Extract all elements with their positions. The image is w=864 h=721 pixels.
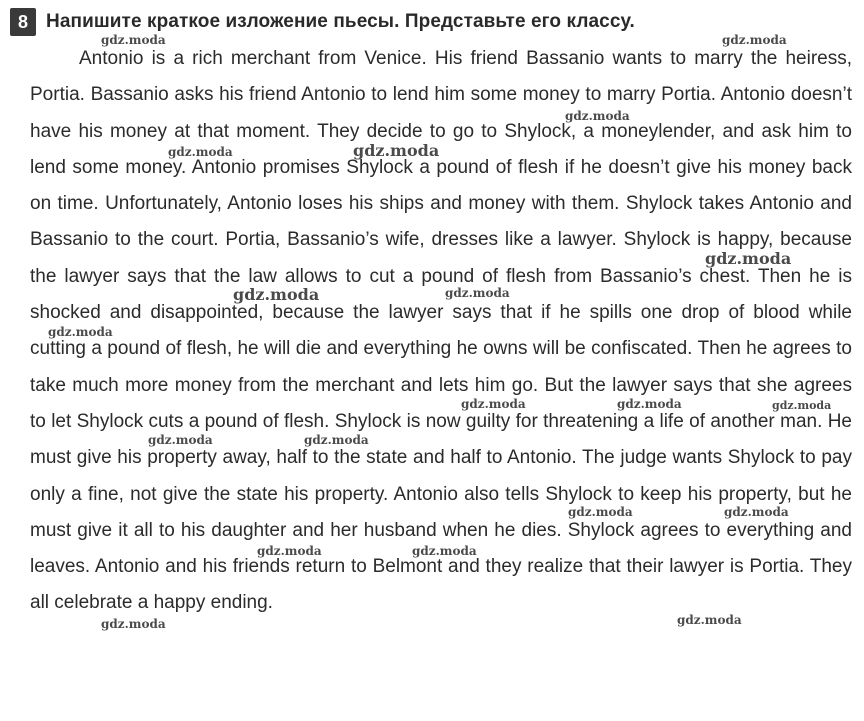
- watermark: gdz.moda: [304, 433, 369, 447]
- task-title: Напишите краткое изложение пьесы. Представьте его классу.: [46, 11, 635, 32]
- play-summary-text: Antonio is a rich merchant from Venice. His friend Bassanio wants to marry the heiress, Portia. Bassanio asks his friend Antonio to lend him some money to marry Portia. Antonio doesn’t have his money at that moment. They decide to go to Shylock, a moneylender, and ask him to lend some money. Antonio promises Shylock a pound of flesh if he doesn’t give his money back on time. Unfortunately, Antonio loses his ships and money with them. Shylock takes Antonio and Bassanio to the court. Portia, Bassanio’s wife, dresses like a lawyer. Shylock is happy, because the lawyer says that the law allows to cut a pound of flesh from Bassanio’s chest. Then he is shocked and disappointed, because the lawyer says that if he spills one drop of blood while cutting a pound of flesh, he will die and everything he owns will be confiscated. Then he agrees to take much more money from the merchant and lets him go. But the lawyer says that she agrees to let Shylock cuts a pound of flesh. Shylock is now guilty for threatening a life of another man. He must give his property away, half to the state and half to Antonio. The judge wants Shylock to pay only a fine, not give the state his property. Antonio also tells Shylock to keep his property, but he must give it all to his daughter and her husband when he dies. Shylock agrees to everything and leaves. Antonio and his friends return to Belmont and they realize that their lawyer is Portia. They all celebrate a happy ending.: [30, 48, 852, 614]
- watermark: gdz.moda: [445, 286, 510, 300]
- watermark: gdz.moda: [705, 249, 792, 268]
- watermark: gdz.moda: [148, 433, 213, 447]
- watermark: gdz.moda: [233, 285, 320, 304]
- watermark: gdz.moda: [772, 399, 832, 412]
- watermark: gdz.moda: [461, 397, 526, 411]
- watermark: gdz.moda: [722, 33, 787, 47]
- watermark: gdz.moda: [724, 505, 789, 519]
- watermark: gdz.moda: [568, 505, 633, 519]
- watermark: gdz.moda: [617, 397, 682, 411]
- watermark: gdz.moda: [257, 544, 322, 558]
- watermark: gdz.moda: [48, 325, 113, 339]
- watermark: gdz.moda: [677, 613, 742, 627]
- watermark: gdz.moda: [101, 33, 166, 47]
- task-header: [10, 8, 635, 36]
- watermark: gdz.moda: [412, 544, 477, 558]
- watermark: gdz.moda: [353, 141, 440, 160]
- watermark: gdz.moda: [168, 145, 233, 159]
- task-number-badge: 8: [10, 8, 36, 36]
- watermark: gdz.moda: [101, 617, 166, 631]
- watermark: gdz.moda: [565, 109, 630, 123]
